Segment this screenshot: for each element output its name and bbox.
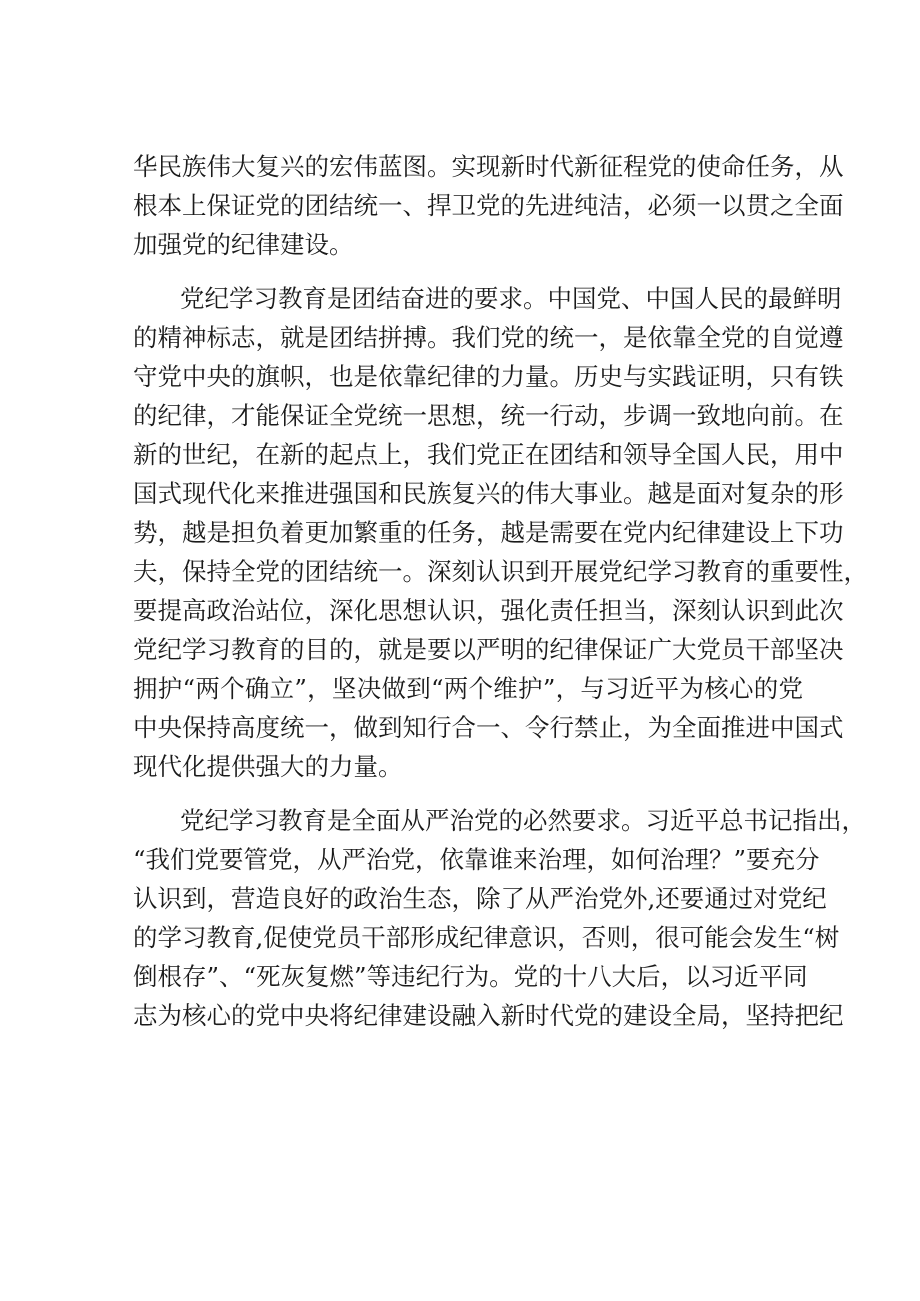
text-line: 的纪律，才能保证全党统一思想，统一行动，步调一致地向前。在 <box>133 401 844 430</box>
paragraph-1 <box>133 147 844 264</box>
text-line: 党纪学习教育的目的，就是要以严明的纪律保证广大党员干部坚决 <box>133 635 844 664</box>
text-line: 的精神标志，就是团结拼搏。我们党的统一，是依靠全党的自觉遵 <box>133 323 844 352</box>
text-line: 拥护“两个确立”，坚决做到“两个维护”，与习近平为核心的党 <box>133 674 803 703</box>
text-line: 中央保持高度统一，做到知行合一、令行禁止，为全面推进中国式 <box>133 713 844 742</box>
text-line: 党纪学习教育是团结奋进的要求。中国党、中国人民的最鲜明 <box>180 284 842 313</box>
text-line: 势，越是担负着更加繁重的任务，越是需要在党内纪律建设上下功 <box>133 518 844 547</box>
text-line: 认识到，营造良好的政治生态，除了从严治党外,还要通过对党纪 <box>133 884 827 913</box>
text-line: 国式现代化来推进强国和民族复兴的伟大事业。越是面对复杂的形 <box>133 479 844 508</box>
text-line: “我们党要管党，从严治党，依靠谁来治理，如何治理？”要充分 <box>133 845 820 874</box>
text-line: 根本上保证党的团结统一、捍卫党的先进纯洁，必须一以贯之全面 <box>133 191 844 220</box>
text-line: 的学习教育,促使党员干部形成纪律意识，否则，很可能会发生“树 <box>133 923 840 952</box>
text-line: 志为核心的党中央将纪律建设融入新时代党的建设全局，坚持把纪 <box>133 1001 844 1030</box>
text-line: 要提高政治站位，深化思想认识，强化责任担当，深刻认识到此次 <box>133 596 844 625</box>
text-line: 新的世纪，在新的起点上，我们党正在团结和领导全国人民，用中 <box>133 440 844 469</box>
text-line: 华民族伟大复兴的宏伟蓝图。实现新时代新征程党的使命任务，从 <box>133 152 844 181</box>
document-body <box>133 147 868 1050</box>
text-line: 夫，保持全党的团结统一。深刻认识到开展党纪学习教育的重要性， <box>133 557 868 586</box>
paragraph-2 <box>133 279 868 786</box>
text-line: 守党中央的旗帜，也是依靠纪律的力量。历史与实践证明，只有铁 <box>133 362 844 391</box>
text-line: 现代化提供强大的力量。 <box>133 752 403 781</box>
text-line: 党纪学习教育是全面从严治党的必然要求。习近平总书记指出， <box>180 806 866 835</box>
paragraph-3 <box>133 801 866 1035</box>
text-line: 倒根存”、“死灰复燃”等违纪行为。党的十八大后，以习近平同 <box>133 962 808 991</box>
text-line: 加强党的纪律建设。 <box>133 230 354 259</box>
